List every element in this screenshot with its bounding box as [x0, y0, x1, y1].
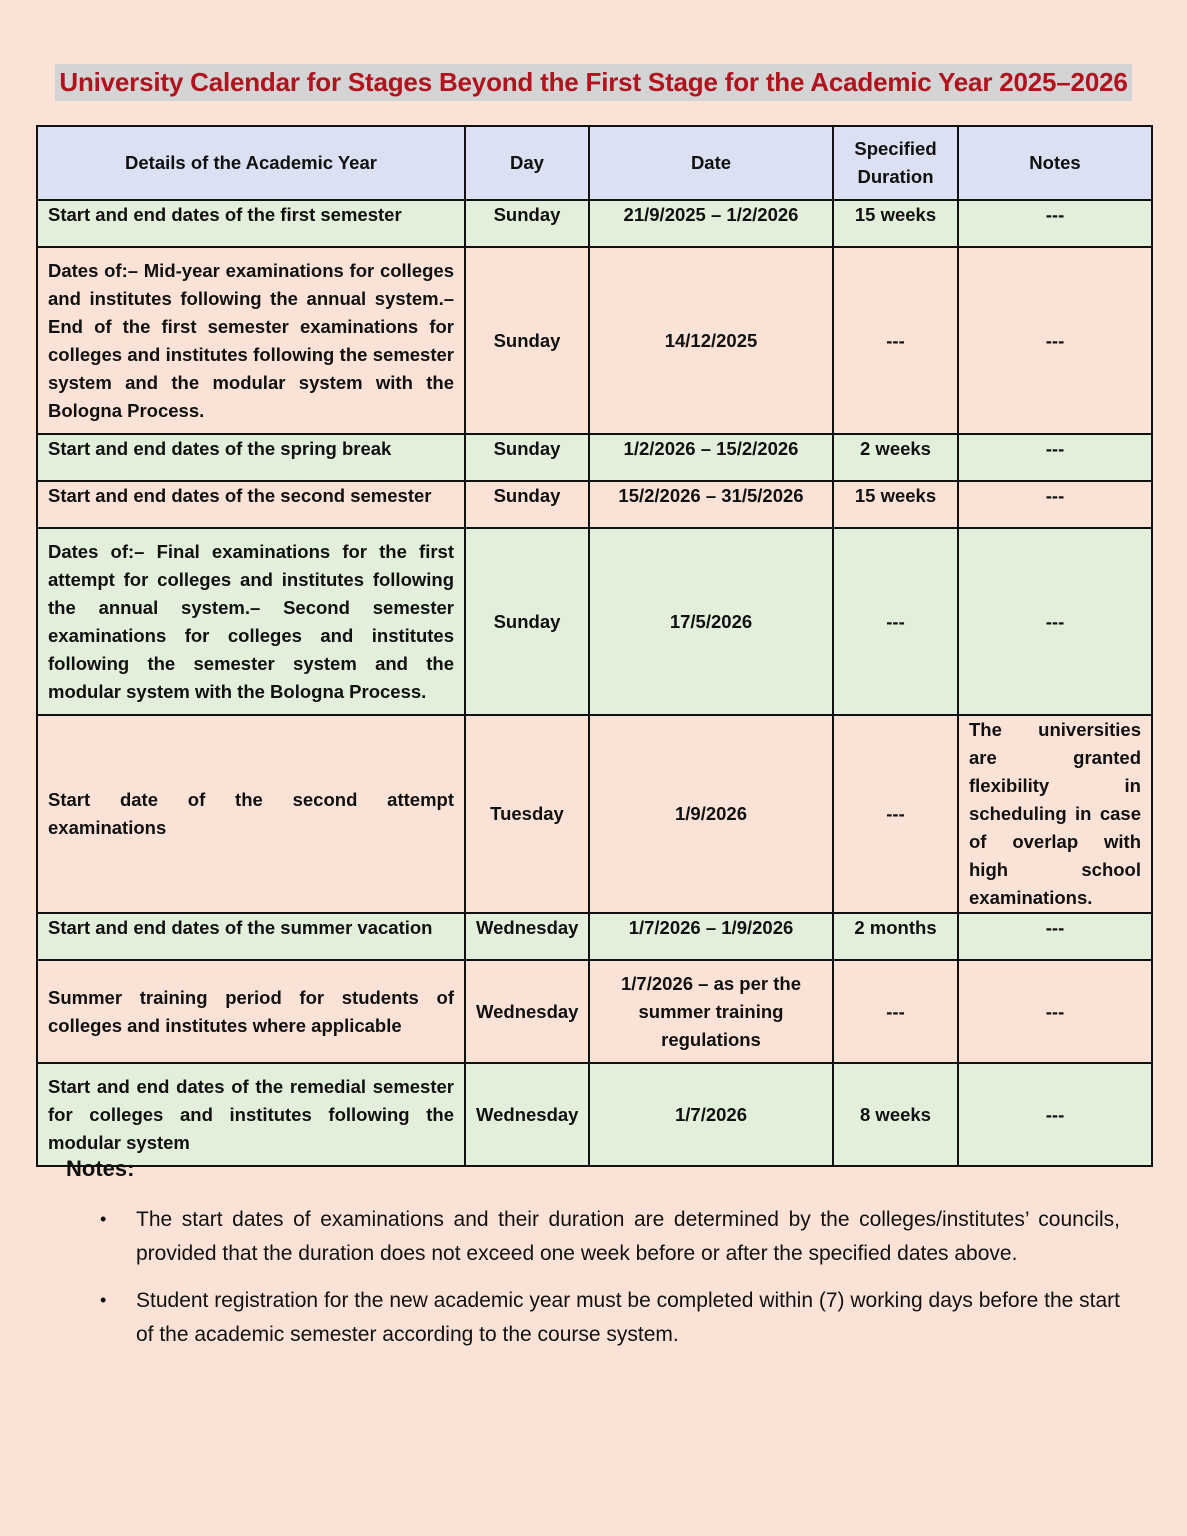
table-row [37, 481, 1152, 528]
row-date: 1/2/2026 – 15/2/2026 [589, 434, 833, 481]
row-date: 14/12/2025 [589, 247, 833, 434]
table-header-row [37, 126, 1152, 200]
header-details: Details of the Academic Year [37, 126, 465, 200]
table-row [37, 960, 1152, 1063]
row-date: 21/9/2025 – 1/2/2026 [589, 200, 833, 247]
academic-calendar-table [36, 125, 1153, 1167]
note-text: The start dates of examinations and their duration are determined by the colleges/institutes’ councils, provided that the duration does not exceed one week before or after the specified dates above. [136, 1208, 1120, 1265]
list-item [100, 1203, 1120, 1270]
row-date: 15/2/2026 – 31/5/2026 [589, 481, 833, 528]
row-notes: The universities are granted flexibility in scheduling in case of overlap with high school examinations. [958, 715, 1152, 913]
row-day: Sunday [465, 481, 589, 528]
row-duration: 15 weeks [833, 481, 958, 528]
row-date: 1/7/2026 – as per the summer training regulations [589, 960, 833, 1063]
row-day: Sunday [465, 528, 589, 715]
header-specified-duration [833, 126, 958, 200]
row-day: Sunday [465, 434, 589, 481]
header-date: Date [589, 126, 833, 200]
row-day: Wednesday [465, 913, 589, 960]
row-day: Tuesday [465, 715, 589, 913]
row-duration: --- [833, 715, 958, 913]
row-day: Sunday [465, 247, 589, 434]
row-duration: --- [833, 960, 958, 1063]
row-duration: --- [833, 528, 958, 715]
row-details: Start and end dates of the remedial semester for colleges and institutes following the modular system [37, 1063, 465, 1166]
table-row [37, 200, 1152, 247]
page-title: University Calendar for Stages Beyond the First Stage for the Academic Year 2025–2026 [55, 64, 1131, 101]
row-details: Start and end dates of the first semester [37, 200, 465, 247]
table-row [37, 715, 1152, 913]
row-details: Summer training period for students of colleges and institutes where applicable [37, 960, 465, 1063]
notes-list [100, 1203, 1120, 1365]
row-details: Start and end dates of the summer vacation [37, 913, 465, 960]
row-notes: --- [958, 913, 1152, 960]
row-duration: 2 months [833, 913, 958, 960]
table-row [37, 1063, 1152, 1166]
table-row [37, 913, 1152, 960]
row-notes: --- [958, 960, 1152, 1063]
row-notes: --- [958, 1063, 1152, 1166]
row-date: 17/5/2026 [589, 528, 833, 715]
list-item [100, 1284, 1120, 1351]
row-duration: --- [833, 247, 958, 434]
header-day: Day [465, 126, 589, 200]
row-day: Wednesday [465, 960, 589, 1063]
row-day: Wednesday [465, 1063, 589, 1166]
row-details: Start and end dates of the second semester [37, 481, 465, 528]
row-notes: --- [958, 434, 1152, 481]
row-details: Dates of:– Mid-year examinations for colleges and institutes following the annual system.– End of the first semester examinations for colleges and institutes following the semester system and the modular system with the Bologna Process. [37, 247, 465, 434]
notes-heading: Notes: [66, 1156, 135, 1181]
row-details: Dates of:– Final examinations for the first attempt for colleges and institutes following the annual system.– Second semester examinations for colleges and institutes following the semester system and the modular system with the Bologna Process. [37, 528, 465, 715]
row-date: 1/7/2026 [589, 1063, 833, 1166]
row-duration: 15 weeks [833, 200, 958, 247]
bullet-icon: • [100, 1209, 107, 1229]
page-title-wrapper [0, 64, 1187, 101]
row-notes: --- [958, 481, 1152, 528]
bullet-icon: • [100, 1290, 107, 1310]
table-row [37, 247, 1152, 434]
note-text: Student registration for the new academic year must be completed within (7) working days before the start of the academic semester according to the course system. [136, 1289, 1120, 1346]
row-day: Sunday [465, 200, 589, 247]
row-date: 1/7/2026 – 1/9/2026 [589, 913, 833, 960]
row-notes: --- [958, 200, 1152, 247]
header-duration-line1: Specified [854, 138, 937, 159]
row-notes: --- [958, 247, 1152, 434]
row-notes: --- [958, 528, 1152, 715]
row-duration: 2 weeks [833, 434, 958, 481]
row-details: Start and end dates of the spring break [37, 434, 465, 481]
row-duration: 8 weeks [833, 1063, 958, 1166]
table-row [37, 528, 1152, 715]
row-details: Start date of the second attempt examinations [37, 715, 465, 913]
table-row [37, 434, 1152, 481]
header-duration-line2: Duration [857, 166, 934, 187]
header-notes: Notes [958, 126, 1152, 200]
row-date: 1/9/2026 [589, 715, 833, 913]
